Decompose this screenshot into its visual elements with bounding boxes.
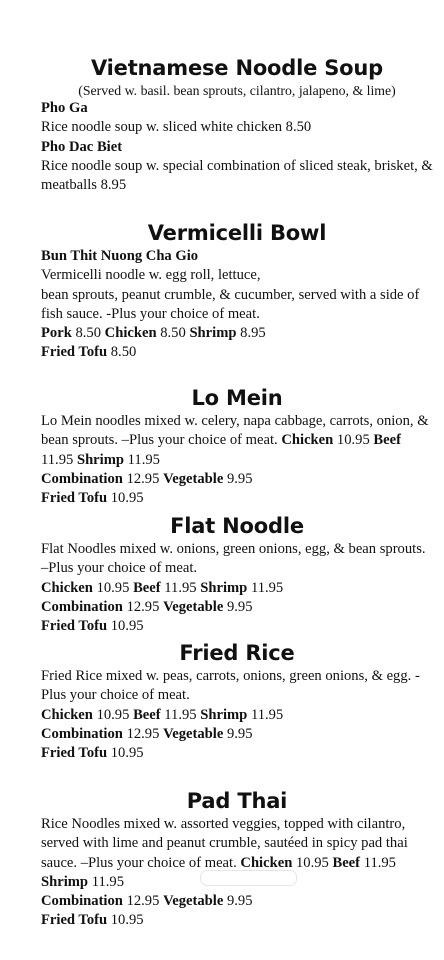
price-value: 12.95	[126, 893, 160, 910]
price-value: 9.95	[226, 893, 253, 910]
section-flat-noodle	[41, 514, 433, 636]
section-title: Lo Mein	[191, 386, 283, 410]
section-title: Vietnamese Noodle Soup	[90, 56, 383, 80]
item-name: Pho Dac Biet	[41, 138, 123, 155]
price-value: 10.95	[96, 706, 130, 723]
item-description: Rice noodle soup w. special combination of sliced steak, brisket, & meatballs 8.95	[41, 157, 433, 194]
price-label: Fried Tofu	[41, 618, 108, 635]
item-name: Bun Thit Nuong Cha Gio	[41, 248, 199, 264]
price-label: Fried Tofu	[41, 490, 108, 507]
price-label: Shrimp	[189, 325, 237, 342]
price-value: 11.95	[127, 451, 160, 468]
section-title: Pad Thai	[186, 789, 288, 813]
price-label: Pork	[41, 325, 72, 342]
price-label: Combination	[41, 598, 123, 615]
price-value: 9.95	[226, 470, 253, 487]
price-label: Beef	[373, 432, 401, 449]
price-label: Combination	[41, 725, 123, 742]
item-description: Fried Rice mixed w. peas, carrots, onions, green onions, & egg. -Plus your choice of meat.	[41, 668, 420, 704]
price-label: Chicken	[104, 325, 157, 342]
price-value: 10.95	[110, 490, 144, 507]
section-lo-mein	[41, 386, 433, 508]
price-label: Combination	[41, 893, 123, 910]
section-pad-thai	[41, 789, 433, 931]
price-value: 11.95	[250, 706, 284, 723]
description-text: Lo Mein noodles mixed w. celery, napa cabbage, carrots, onion, & bean sprouts. –Plus your choice of meat.	[41, 413, 429, 449]
price-label: Vegetable	[163, 470, 224, 487]
price-value: 8.95	[240, 325, 266, 342]
price-value: 8.50	[110, 344, 137, 361]
price-value: 11.95	[91, 873, 124, 890]
price-value: 11.95	[164, 706, 197, 723]
price-value: 10.95	[110, 745, 144, 762]
price-label: Fried Tofu	[41, 745, 108, 762]
price-line	[41, 579, 433, 598]
price-label: Shrimp	[41, 873, 89, 890]
price-label: Shrimp	[200, 706, 248, 723]
description-text: Rice Noodles mixed w. assorted veggies, topped with cilantro, served with lime and peanut crumble, sautéed in spicy pad thai sauce. –Plus your choice of meat.	[41, 816, 408, 871]
watermark-logo	[200, 870, 297, 886]
price-line	[41, 598, 433, 617]
price-value: 10.95	[295, 854, 329, 871]
price-label: Beef	[332, 854, 361, 871]
price-value: 11.95	[164, 579, 197, 596]
price-value: 9.95	[226, 598, 253, 615]
price-line	[41, 470, 433, 489]
price-value: 10.95	[96, 579, 130, 596]
price-value: 12.95	[126, 725, 160, 742]
price-line	[41, 343, 433, 362]
price-label: Chicken	[41, 579, 93, 596]
section-note: (Served w. basil. bean sprouts, cilantro, jalapeno, & lime)	[78, 83, 396, 98]
item-description: bean sprouts, peanut crumble, & cucumber, served with a side of fish sauce. -Plus your choice of meat.	[41, 286, 420, 322]
item-description: Vermicelli noodle w. egg roll, lettuce,	[41, 267, 261, 284]
price-line	[41, 892, 433, 911]
section-title: Flat Noodle	[170, 514, 304, 538]
price-value: 12.95	[126, 470, 160, 487]
price-label: Shrimp	[200, 579, 248, 596]
price-value: 11.95	[250, 579, 284, 596]
section-title: Vermicelli Bowl	[147, 221, 327, 245]
price-value: 8.50	[75, 325, 102, 342]
price-label: Vegetable	[163, 598, 224, 615]
price-value: 10.95	[110, 618, 144, 635]
price-label: Fried Tofu	[41, 912, 108, 929]
price-value: 10.95	[110, 912, 144, 929]
item-description	[41, 412, 433, 470]
price-label: Beef	[133, 706, 161, 723]
price-label: Combination	[41, 470, 123, 487]
price-value: 12.95	[126, 598, 160, 615]
price-label: Fried Tofu	[41, 344, 108, 361]
price-label: Chicken	[240, 854, 293, 871]
item-description: Rice noodle soup w. sliced white chicken 8.50	[41, 119, 312, 136]
section-title: Fried Rice	[179, 641, 295, 665]
price-value: 11.95	[41, 451, 74, 468]
price-label: Chicken	[281, 432, 334, 449]
section-noodle-soup	[41, 56, 433, 195]
price-line	[41, 911, 433, 930]
item-description: Flat Noodles mixed w. onions, green onions, egg, & bean sprouts. –Plus your choice of meat.	[41, 541, 426, 577]
price-label: Chicken	[41, 706, 93, 723]
price-value: 10.95	[336, 432, 370, 449]
price-label: Shrimp	[76, 451, 124, 468]
price-value: 8.50	[160, 325, 186, 342]
section-vermicelli-bowl	[41, 221, 433, 363]
price-line	[41, 744, 433, 763]
price-value: 11.95	[363, 854, 396, 871]
section-fried-rice	[41, 641, 433, 763]
price-value: 9.95	[226, 725, 253, 742]
price-label: Vegetable	[163, 893, 224, 910]
price-line	[41, 725, 433, 744]
price-line	[41, 324, 433, 343]
price-line	[41, 489, 433, 508]
price-label: Beef	[133, 579, 161, 596]
price-label: Vegetable	[163, 725, 224, 742]
item-name: Pho Ga	[41, 100, 88, 116]
price-line	[41, 706, 433, 725]
price-line	[41, 617, 433, 636]
